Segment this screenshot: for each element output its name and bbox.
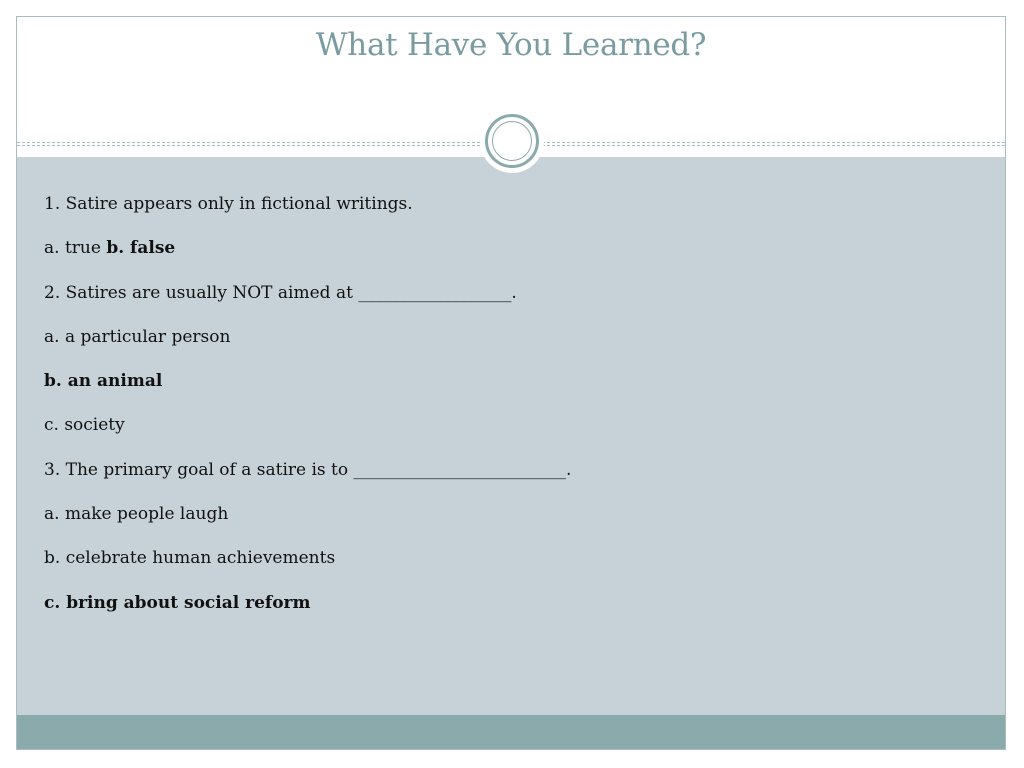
- quiz-body: [44, 193, 944, 636]
- circle-emblem-inner: [492, 121, 532, 161]
- question-3-option-a: a. make people laugh: [44, 504, 229, 525]
- question-1-options: [44, 237, 944, 281]
- circle-emblem-ring: [485, 114, 539, 168]
- footer-band: [17, 715, 1005, 750]
- question-2-option-a: a. a particular person: [44, 326, 231, 347]
- question-2-option-b-correct: b. an animal: [44, 371, 163, 392]
- question-3: 3. The primary goal of a satire is to _________________________.: [44, 459, 572, 480]
- question-2-option-c: c. society: [44, 415, 125, 436]
- slide: [16, 16, 1006, 750]
- question-1-option-b-correct: b. false: [106, 238, 176, 259]
- slide-title: What Have You Learned?: [315, 27, 707, 63]
- question-2: 2. Satires are usually NOT aimed at __________________.: [44, 282, 517, 303]
- question-1: 1. Satire appears only in fictional writings.: [44, 194, 413, 214]
- circle-emblem-icon: [480, 109, 544, 173]
- question-3-option-c-correct: c. bring about social reform: [44, 592, 311, 613]
- question-3-option-b: b. celebrate human achievements: [44, 548, 336, 569]
- question-1-option-a: a. true: [44, 238, 101, 259]
